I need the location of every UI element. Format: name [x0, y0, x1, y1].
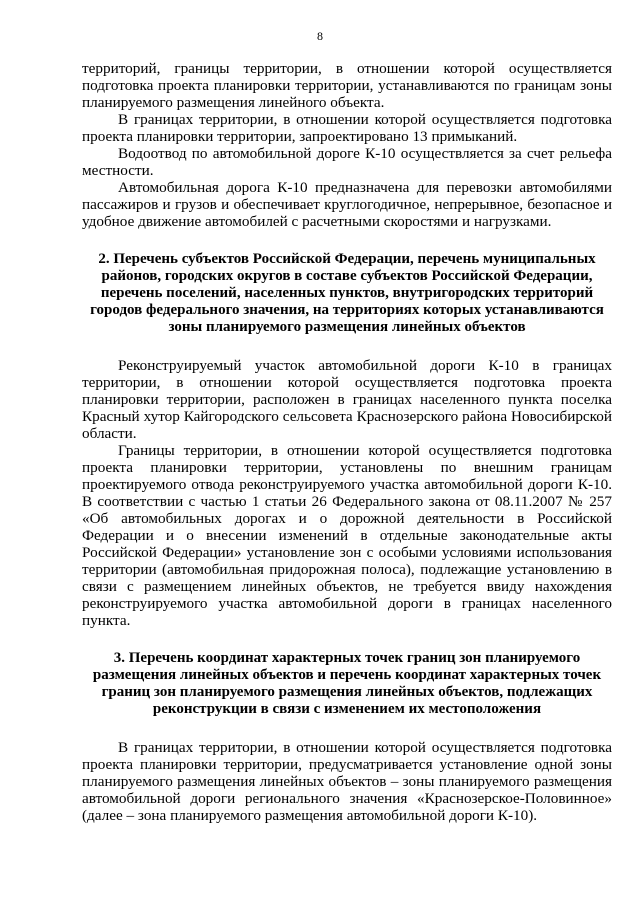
document-body: [82, 60, 612, 824]
page-number: 8: [317, 29, 323, 43]
paragraph: В границах территории, в отношении которой осуществляется подготовка проекта планировки территории, предусматривается установление одной зоны планируемого размещения линейных объектов – зоны планируемого размещения автомобильной дороги регионального значения «Краснозерское-Половинное» (далее – зона планируемого размещения автомобильной дороги К-10).: [82, 739, 612, 824]
section-2-heading: 2. Перечень субъектов Российской Федерации, перечень муниципальных районов, городских округов в составе субъектов Российской Федерации, перечень поселений, населенных пунктов, внутригородских территорий городов федерального значения, на территориях которых устанавливаются зоны планируемого размещения линейных объектов: [90, 251, 604, 335]
paragraph: Водоотвод по автомобильной дороге К-10 осуществляется за счет рельефа местности.: [82, 145, 612, 179]
paragraph: Автомобильная дорога К-10 предназначена для перевозки автомобилями пассажиров и грузов и обеспечивает круглогодичное, непрерывное, безопасное и удобное движение автомобилей с расчетными скоростями и нагрузками.: [82, 179, 612, 230]
paragraph: В границах территории, в отношении которой осуществляется подготовка проекта планировки территории, запроектировано 13 примыканий.: [82, 111, 612, 145]
paragraph: Реконструируемый участок автомобильной дороги К-10 в границах территории, в отношении которой осуществляется подготовка проекта планировки территории, расположен в границах населенного пункта поселка Красный хутор Кайгородского сельсовета Краснозерского района Новосибирской области.: [82, 357, 612, 442]
section-3-heading: 3. Перечень координат характерных точек границ зон планируемого размещения линейных объектов и перечень координат характерных точек границ зон планируемого размещения линейных объектов, подлежащих реконструкции в связи с изменением их местоположения: [92, 650, 602, 717]
paragraph: территорий, границы территории, в отношении которой осуществляется подготовка проекта планировки территории, устанавливаются по границам зоны планируемого размещения линейного объекта.: [82, 60, 612, 111]
paragraph: Границы территории, в отношении которой осуществляется подготовка проекта планировки территории, установлены по внешним границам проектируемого отвода реконструируемого участка автомобильной дороги К-10. В соответствии с частью 1 статьи 26 Федерального закона от 08.11.2007 № 257 «Об автомобильных дорогах и о дорожной деятельности в Российской Федерации и о внесении изменений в отдельные законодательные акты Российской Федерации» установление зон с особыми условиями использования территории (автомобильная придорожная полоса), подлежащие установлению в связи с размещением линейных объектов, не требуется ввиду нахождения реконструируемого участка автомобильной дороги в границах населенного пункта.: [82, 442, 612, 629]
